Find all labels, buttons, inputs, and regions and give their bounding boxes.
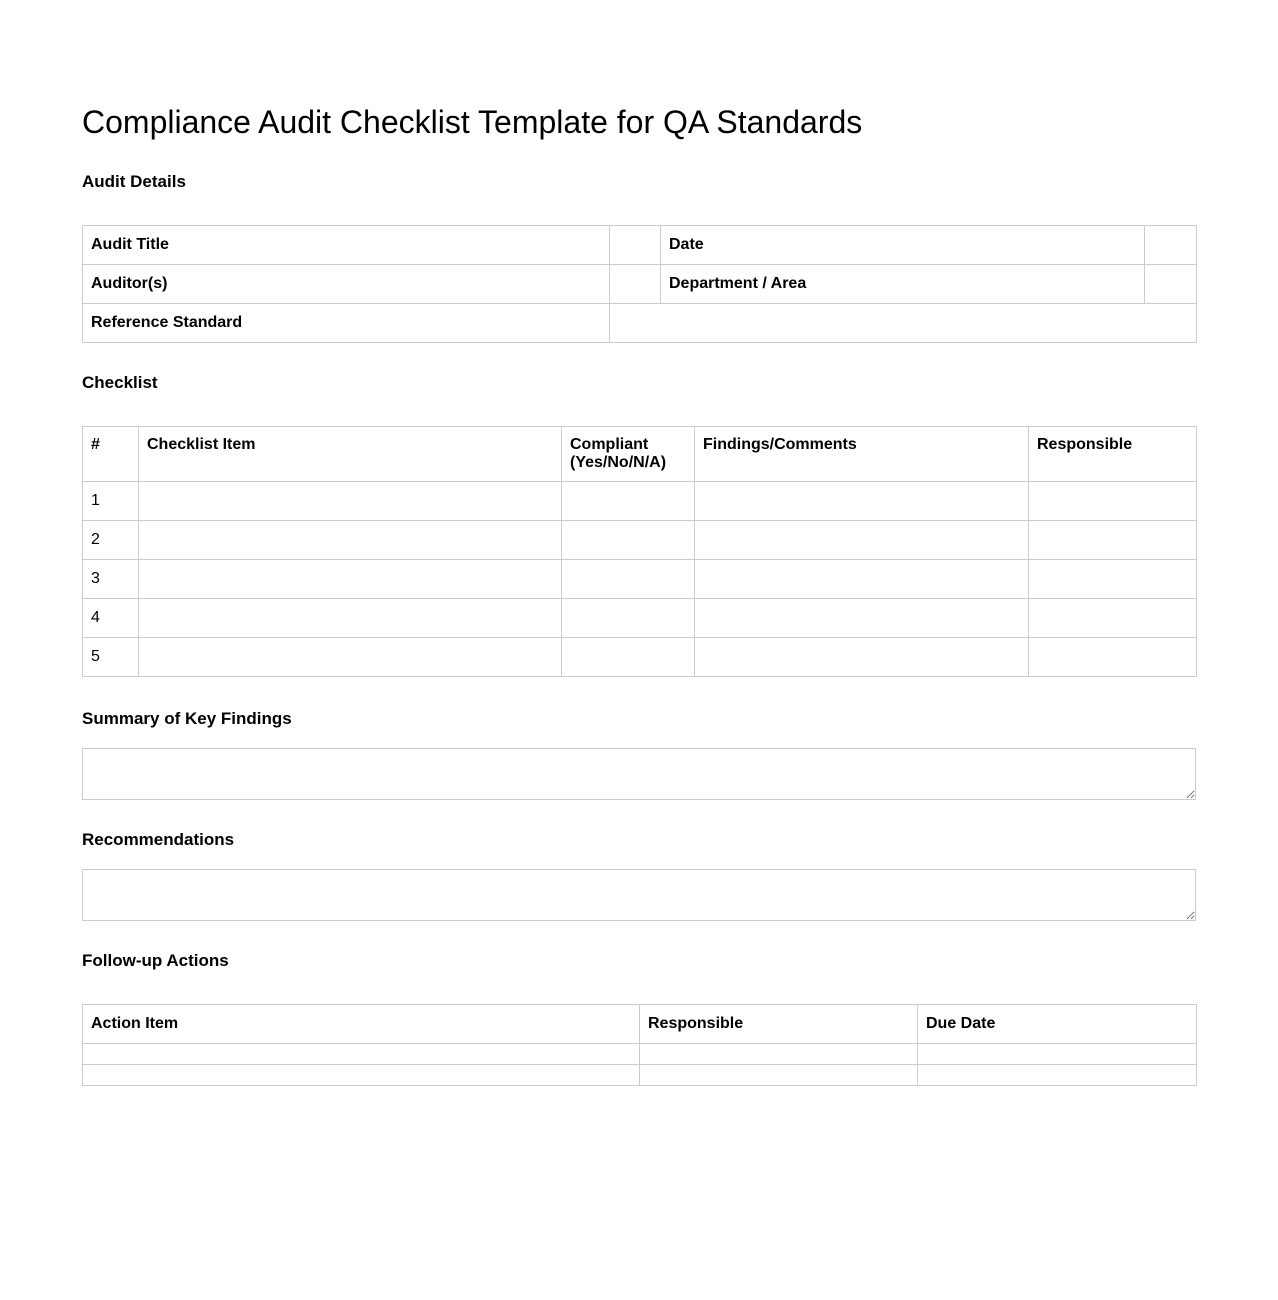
audit-details-row	[83, 304, 1197, 343]
checklist-heading: Checklist	[82, 373, 158, 392]
reference-standard-label: Reference Standard	[83, 304, 610, 343]
row-number: 2	[83, 521, 139, 560]
responsible-cell[interactable]	[1029, 482, 1197, 521]
audit-title-field[interactable]	[610, 226, 661, 265]
compliant-cell[interactable]	[562, 638, 695, 677]
compliant-cell[interactable]	[562, 521, 695, 560]
checklist-row	[83, 560, 1197, 599]
followup-header-row	[83, 1005, 1197, 1044]
audit-details-heading: Audit Details	[82, 172, 186, 191]
findings-cell[interactable]	[695, 482, 1029, 521]
reference-standard-field[interactable]	[610, 304, 1197, 343]
followup-actions-table	[82, 1004, 1197, 1086]
followup-heading: Follow-up Actions	[82, 951, 229, 970]
followup-row	[83, 1044, 1197, 1065]
findings-cell[interactable]	[695, 521, 1029, 560]
responsible-cell[interactable]	[1029, 638, 1197, 677]
summary-textarea[interactable]	[82, 748, 1196, 800]
audit-details-row	[83, 265, 1197, 304]
findings-cell[interactable]	[695, 560, 1029, 599]
column-header-number: #	[83, 427, 139, 482]
row-number: 5	[83, 638, 139, 677]
compliant-cell[interactable]	[562, 599, 695, 638]
findings-cell[interactable]	[695, 599, 1029, 638]
checklist-item-cell[interactable]	[139, 599, 562, 638]
findings-cell[interactable]	[695, 638, 1029, 677]
compliant-cell[interactable]	[562, 482, 695, 521]
checklist-table	[82, 426, 1197, 677]
checklist-item-cell[interactable]	[139, 560, 562, 599]
checklist-row	[83, 482, 1197, 521]
row-number: 3	[83, 560, 139, 599]
responsible-cell[interactable]	[640, 1044, 918, 1065]
recommendations-heading: Recommendations	[82, 830, 235, 849]
responsible-cell[interactable]	[1029, 599, 1197, 638]
responsible-cell[interactable]	[1029, 521, 1197, 560]
checklist-row	[83, 638, 1197, 677]
column-header-findings-comments: Findings/Comments	[695, 427, 1029, 482]
page-title: Compliance Audit Checklist Template for QA Standards	[82, 104, 863, 140]
checklist-item-cell[interactable]	[139, 482, 562, 521]
column-header-due-date: Due Date	[918, 1005, 1197, 1044]
checklist-item-cell[interactable]	[139, 521, 562, 560]
column-header-responsible: Responsible	[1029, 427, 1197, 482]
auditors-field[interactable]	[610, 265, 661, 304]
checklist-row	[83, 521, 1197, 560]
date-label: Date	[661, 226, 1145, 265]
department-area-label: Department / Area	[661, 265, 1145, 304]
audit-details-row	[83, 226, 1197, 265]
row-number: 1	[83, 482, 139, 521]
due-date-cell[interactable]	[918, 1065, 1197, 1086]
followup-row	[83, 1065, 1197, 1086]
date-field[interactable]	[1145, 226, 1197, 265]
audit-title-label: Audit Title	[83, 226, 610, 265]
due-date-cell[interactable]	[918, 1044, 1197, 1065]
department-area-field[interactable]	[1145, 265, 1197, 304]
recommendations-textarea[interactable]	[82, 869, 1196, 921]
checklist-item-cell[interactable]	[139, 638, 562, 677]
checklist-header-row	[83, 427, 1197, 482]
summary-heading: Summary of Key Findings	[82, 709, 292, 728]
row-number: 4	[83, 599, 139, 638]
auditors-label: Auditor(s)	[83, 265, 610, 304]
audit-details-table	[82, 225, 1197, 343]
compliant-cell[interactable]	[562, 560, 695, 599]
column-header-compliant: Compliant (Yes/No/N/A)	[562, 427, 695, 482]
column-header-action-item: Action Item	[83, 1005, 640, 1044]
column-header-responsible: Responsible	[640, 1005, 918, 1044]
action-item-cell[interactable]	[83, 1044, 640, 1065]
action-item-cell[interactable]	[83, 1065, 640, 1086]
responsible-cell[interactable]	[1029, 560, 1197, 599]
checklist-row	[83, 599, 1197, 638]
column-header-checklist-item: Checklist Item	[139, 427, 562, 482]
responsible-cell[interactable]	[640, 1065, 918, 1086]
